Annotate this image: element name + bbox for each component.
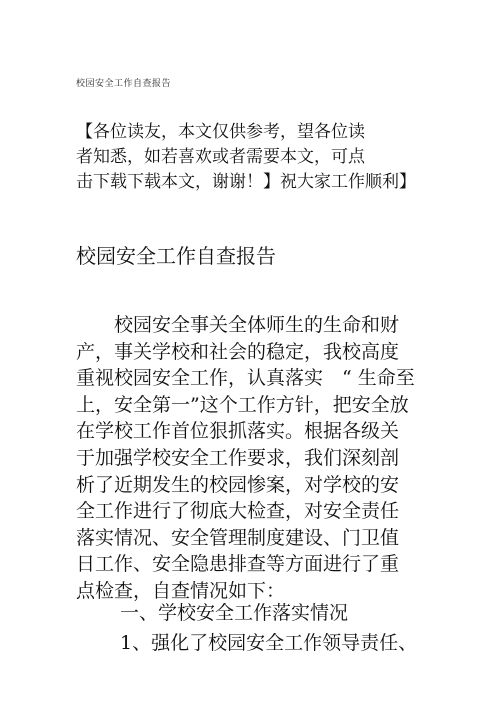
paragraph-line: 重视校园安全工作，认真落实 “ 生命至 [76,367,415,390]
page-header-title: 校园安全工作自查报告 [76,79,172,89]
notice-line: 击下载下载本文，谢谢！】祝大家工作顺利】 [76,172,416,192]
paragraph-line: 落实情况、安全管理制度建设、门卫值 [76,526,400,549]
section-heading: 一、学校安全工作落实情况 [120,602,349,624]
notice-line: 者知悉，如若喜欢或者需要本文，可点 [76,147,365,167]
paragraph-line: 于加强学校安全工作要求，我们深刻剖 [76,446,400,469]
paragraph-line: 产，事关学校和社会的稳定，我校高度 [76,340,400,363]
paragraph-line: 析了近期发生的校园惨案，对学校的安 [76,473,400,496]
document-title: 校园安全工作自查报告 [76,244,276,268]
paragraph-line: 在学校工作首位狠抓落实。根据各级关 [76,420,400,443]
paragraph-line: 日工作、安全隐患排查等方面进行了重 [76,553,400,576]
paragraph-line: 点检查，自查情况如下： [76,579,286,602]
body-paragraph [76,312,416,605]
paragraph-line: 全工作进行了彻底大检查，对安全责任 [76,500,400,523]
paragraph-line: 校园安全事关全体师生的生命和财 [76,314,400,336]
notice-line: 【各位读友，本文仅供参考，望各位读 [76,122,365,142]
reader-notice [76,120,416,195]
paragraph-line: 上，安全第一”这个工作方针，把安全放 [76,393,409,416]
subsection-heading: 1、强化了校园安全工作领导责任、 [120,632,418,654]
